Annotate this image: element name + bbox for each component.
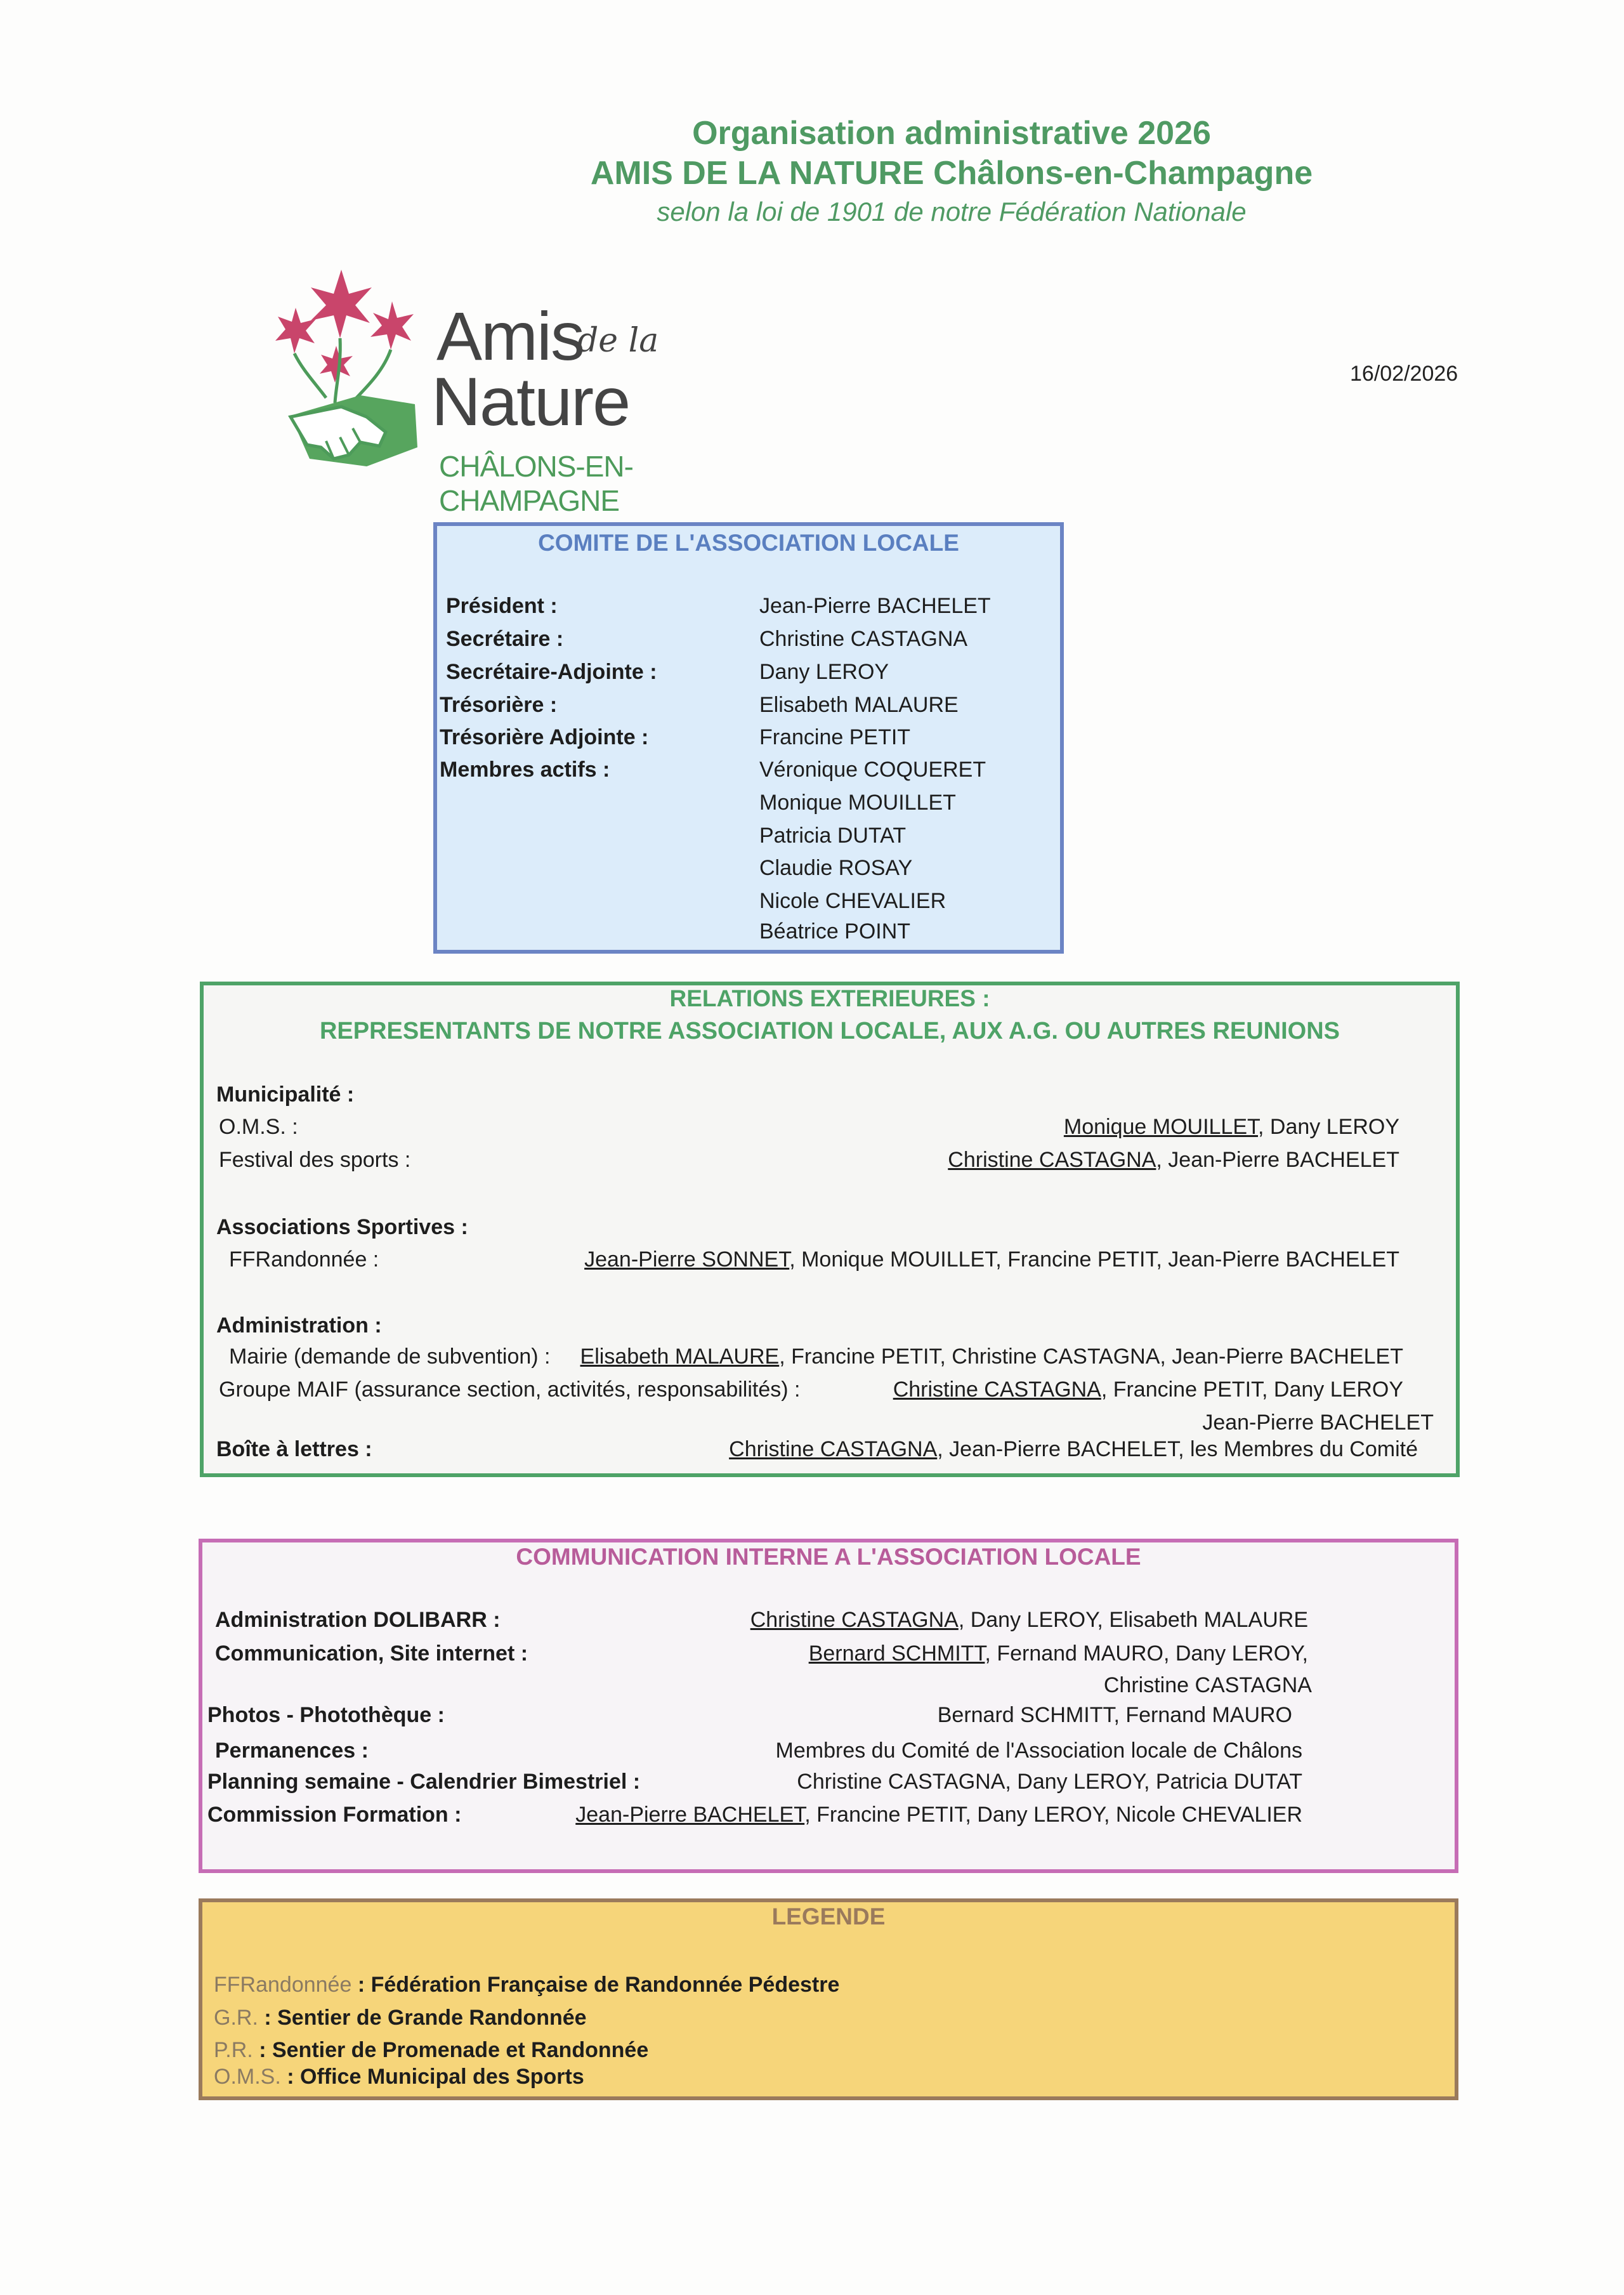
role-name: Véronique COQUERET xyxy=(759,758,986,782)
legende-text: : Fédération Française de Randonnée Pédestre xyxy=(351,1973,840,1997)
permanences-label: Permanences : xyxy=(215,1739,369,1763)
photos-label: Photos - Photothèque : xyxy=(207,1703,445,1727)
logo-word-amis: Amis xyxy=(436,298,584,374)
role-label: Membres actifs : xyxy=(440,758,610,782)
relations-subtitle: REPRESENTANTS DE NOTRE ASSOCIATION LOCALE, AUX A.G. OU AUTRES REUNIONS xyxy=(319,1018,1340,1044)
maif-rest: , Francine PETIT, Dany LEROY xyxy=(1101,1378,1403,1402)
dolibarr-lead: Christine CASTAGNA xyxy=(750,1608,959,1632)
role-label: Secrétaire-Adjointe : xyxy=(446,660,657,684)
festival-label: Festival des sports : xyxy=(219,1148,411,1172)
legende-text: : Sentier de Promenade et Randonnée xyxy=(252,2038,649,2062)
mairie-lead: Elisabeth MALAURE xyxy=(580,1345,780,1369)
communication-title: COMMUNICATION INTERNE A L'ASSOCIATION LOCALE xyxy=(516,1544,1141,1570)
legende-box xyxy=(199,1898,1458,2100)
boite-lead: Christine CASTAGNA xyxy=(729,1437,938,1461)
site-value xyxy=(809,1641,1308,1666)
role-name: Christine CASTAGNA xyxy=(759,627,968,651)
mairie-representatives xyxy=(580,1345,1403,1369)
photos-value: Bernard SCHMITT, Fernand MAURO xyxy=(937,1703,1292,1727)
formation-rest: , Francine PETIT, Dany LEROY, Nicole CHEVALIER xyxy=(804,1803,1302,1827)
maif-lead: Christine CASTAGNA xyxy=(893,1378,1101,1402)
boite-rest: , Jean-Pierre BACHELET, les Membres du Comité xyxy=(937,1437,1418,1461)
logo-word-nature: Nature xyxy=(431,363,630,440)
maif-label: Groupe MAIF (assurance section, activités, responsabilités) : xyxy=(219,1378,801,1402)
dolibarr-rest: , Dany LEROY, Elisabeth MALAURE xyxy=(958,1608,1308,1632)
ffr-representatives xyxy=(584,1247,1399,1272)
member-name: Patricia DUTAT xyxy=(759,824,907,848)
formation-lead: Jean-Pierre BACHELET xyxy=(575,1803,805,1827)
legende-text: : Office Municipal des Sports xyxy=(280,2065,584,2089)
maif-representatives xyxy=(893,1378,1403,1402)
role-label: Trésorière : xyxy=(440,693,558,717)
legende-item xyxy=(214,2065,584,2089)
document-date: 16/02/2026 xyxy=(1350,362,1458,386)
dolibarr-label: Administration DOLIBARR : xyxy=(215,1608,501,1632)
association-logo xyxy=(265,257,773,517)
festival-lead: Christine CASTAGNA xyxy=(948,1148,1156,1172)
ffr-lead: Jean-Pierre SONNET xyxy=(584,1247,790,1272)
site-lead: Bernard SCHMITT xyxy=(808,1641,985,1666)
festival-representatives xyxy=(948,1148,1399,1173)
legende-abbr: G.R. xyxy=(214,2006,258,2030)
planning-value: Christine CASTAGNA, Dany LEROY, Patricia DUTAT xyxy=(797,1770,1302,1794)
role-label: Président : xyxy=(446,594,558,618)
logo-city: CHÂLONS-EN-CHAMPAGNE xyxy=(439,450,633,517)
oms-rest: , Dany LEROY xyxy=(1258,1115,1399,1139)
oms-lead: Monique MOUILLET xyxy=(1063,1115,1259,1139)
legende-abbr: O.M.S. xyxy=(214,2065,281,2089)
comite-title: COMITE DE L'ASSOCIATION LOCALE xyxy=(538,530,959,556)
boite-label: Boîte à lettres : xyxy=(216,1437,372,1461)
role-name: Elisabeth MALAURE xyxy=(759,693,959,717)
administration-heading: Administration : xyxy=(216,1313,382,1338)
member-name: Monique MOUILLET xyxy=(759,791,956,815)
ffr-label: FFRandonnée : xyxy=(229,1247,379,1272)
page-subtitle: AMIS DE LA NATURE Châlons-en-Champagne xyxy=(590,155,1313,192)
ffr-rest: , Monique MOUILLET, Francine PETIT, Jean-Pierre BACHELET xyxy=(789,1247,1399,1272)
festival-rest: , Jean-Pierre BACHELET xyxy=(1156,1148,1399,1172)
mairie-rest: , Francine PETIT, Christine CASTAGNA, Jean-Pierre BACHELET xyxy=(779,1345,1403,1369)
municipalite-heading: Municipalité : xyxy=(216,1082,355,1107)
oms-representatives xyxy=(1064,1115,1399,1140)
legende-abbr: FFRandonnée xyxy=(214,1973,352,1997)
legende-item xyxy=(214,1973,839,1997)
dolibarr-value xyxy=(750,1608,1308,1633)
formation-value xyxy=(575,1803,1302,1827)
role-label: Secrétaire : xyxy=(446,627,564,651)
member-name: Claudie ROSAY xyxy=(759,856,913,880)
permanences-value: Membres du Comité de l'Association locale de Châlons xyxy=(775,1739,1302,1763)
maif-extra: Jean-Pierre BACHELET xyxy=(1202,1411,1434,1435)
legende-item xyxy=(214,2038,648,2063)
communication-box xyxy=(199,1539,1458,1873)
relations-box xyxy=(200,982,1460,1477)
planning-label: Planning semaine - Calendrier Bimestriel : xyxy=(207,1770,641,1794)
legende-abbr: P.R. xyxy=(214,2038,253,2062)
legende-item xyxy=(214,2006,587,2030)
role-name: Francine PETIT xyxy=(759,725,911,749)
oms-label: O.M.S. : xyxy=(219,1115,298,1139)
formation-label: Commission Formation : xyxy=(207,1803,462,1827)
legende-text: : Sentier de Grande Randonnée xyxy=(258,2006,587,2030)
logo-word-dela: de la xyxy=(577,322,659,360)
mairie-label: Mairie (demande de subvention) : xyxy=(229,1345,551,1369)
role-label: Trésorière Adjointe : xyxy=(440,725,649,749)
boite-representatives xyxy=(729,1437,1418,1462)
site-label: Communication, Site internet : xyxy=(215,1641,528,1666)
sportives-heading: Associations Sportives : xyxy=(216,1215,468,1239)
member-name: Nicole CHEVALIER xyxy=(759,889,946,913)
relations-title: RELATIONS EXTERIEURES : xyxy=(669,985,990,1011)
comite-box xyxy=(433,522,1064,954)
site-rest: , Fernand MAURO, Dany LEROY, xyxy=(985,1641,1308,1666)
role-name: Jean-Pierre BACHELET xyxy=(759,594,991,618)
page-tagline: selon la loi de 1901 de notre Fédération Nationale xyxy=(657,197,1247,227)
page-title: Organisation administrative 2026 xyxy=(692,115,1211,152)
site-extra: Christine CASTAGNA xyxy=(1103,1673,1312,1697)
member-name: Béatrice POINT xyxy=(759,919,911,944)
legende-title: LEGENDE xyxy=(771,1904,886,1930)
flower-handshake-icon xyxy=(265,257,443,485)
role-name: Dany LEROY xyxy=(759,660,889,684)
